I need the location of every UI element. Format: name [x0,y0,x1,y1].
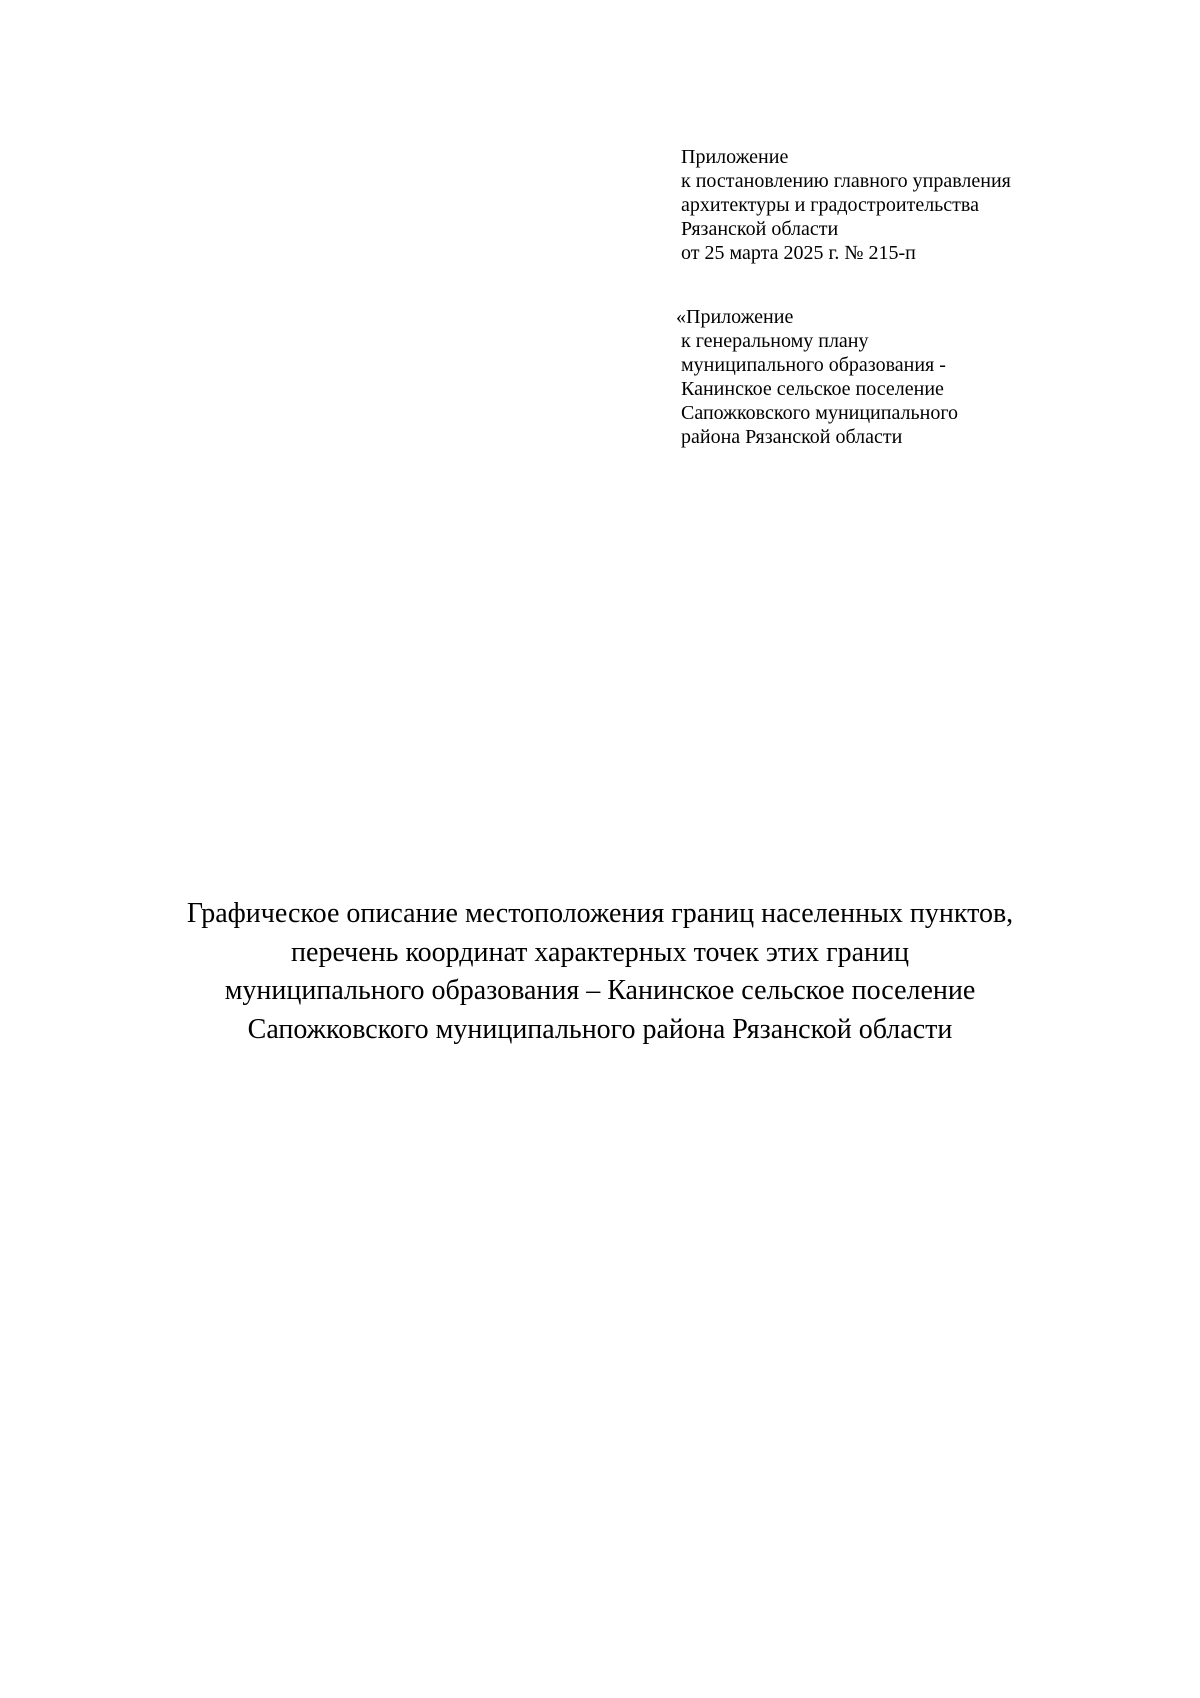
quoted-appendix-line: «Приложение [676,306,794,328]
quoted-appendix-header [676,305,1156,449]
appendix-line: Приложение [681,146,789,168]
appendix-header [681,145,1161,265]
quoted-appendix-line: муниципального образования - [681,354,946,376]
quoted-appendix-line: к генеральному плану [681,330,869,352]
appendix-line: к постановлению главного управления [681,170,1011,192]
appendix-line: Рязанской области [681,218,839,240]
quoted-appendix-line: Канинское сельское поселение [681,378,944,400]
appendix-line: архитектуры и градостроительства [681,194,979,216]
quoted-appendix-line: Сапожковского муниципального [681,402,959,424]
title-line: Графическое описание местоположения границ населенных пунктов, [186,898,1014,929]
quoted-appendix-line: района Рязанской области [681,426,903,448]
document-title [100,895,1100,1049]
title-line: муниципального образования – Канинское сельское поселение [224,975,976,1006]
title-line: перечень координат характерных точек этих границ [291,936,909,968]
title-line: Сапожковского муниципального района Рязанской области [247,1013,953,1045]
appendix-line: от 25 марта 2025 г. № 215-п [681,242,916,264]
